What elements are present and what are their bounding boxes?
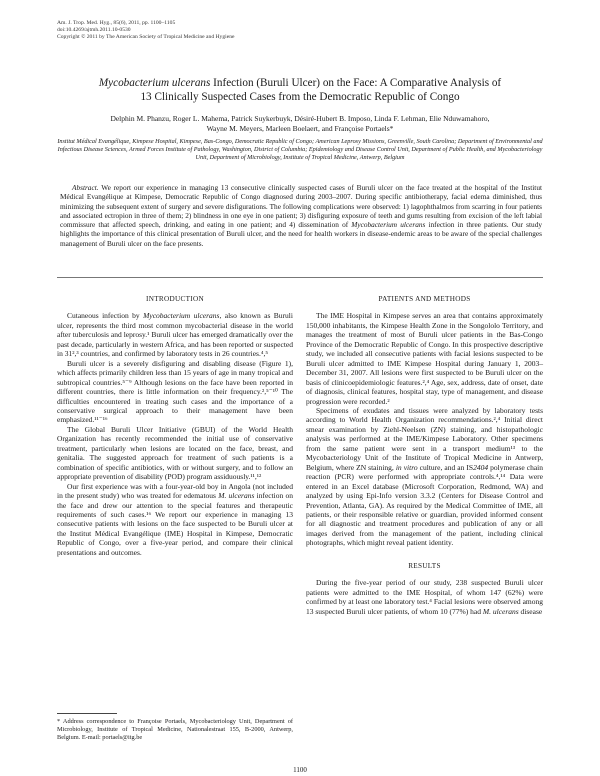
author-list — [40, 114, 560, 134]
results-paragraph-1 — [306, 578, 543, 616]
correspondence-footnote: * Address correspondence to Françoise Portaels, Mycobacteriology Unit, Department of Microbiology, Institute of Tropical Medicine, Nationalestraat 155, B-2000, Antwerp, Belgium. E-mail: portaels@itg.be — [57, 718, 293, 741]
abstract-divider — [57, 277, 543, 278]
intro-p1-text: Cutaneous infection by — [67, 311, 144, 321]
authors-line1: Delphin M. Phanzu, Roger L. Mahema, Patrick Suykerbuyk, Désiré-Hubert B. Imposo, Linda F. Lehman, Elie Nduwamahoro, — [110, 114, 490, 123]
journal-header — [57, 20, 234, 41]
intro-p4-text-end: infection on the face and drew our attention to the special features and therapeutic requirements of such cases.¹⁶ We report our experience in managing 13 consecutive patients with lesions on the face suspected to be Buruli ulcer at the Institut Médical Evangélique (IME) Hospital in Kimpese, Democratic Republic of Congo, over a five-year period, and compare their clinical presentations and outcomes. — [57, 491, 293, 557]
left-column — [57, 292, 293, 557]
footnote-divider — [57, 713, 117, 714]
methods-p2-italic-1: in vitro — [395, 462, 418, 472]
intro-paragraph-4 — [57, 482, 293, 558]
intro-p4-italic: M. ulcerans — [218, 491, 255, 501]
methods-p2-text: Specimens of exudates and tissues were analyzed by laboratory tests according to World Health Organization recommendations.²,⁴ Initial direct smear examination by Ziehl-Neelsen (ZN) staining, and histopathologic analysis was performed at the IME/Kimpese Laboratory. Other specimens from the same patient were sent in a transport medium¹³ to the Mycobacteriology Unit of the Institute of Tropical Medicine in Antwerp, Belgium, where ZN staining, — [306, 405, 543, 472]
intro-paragraph-1 — [57, 311, 293, 358]
right-column — [306, 292, 543, 616]
page-number: 1100 — [293, 766, 307, 774]
methods-p2-italic-2: 2404 — [473, 462, 489, 472]
methods-p2-text-2: culture, and an IS — [417, 462, 474, 472]
authors-line2: Wayne M. Meyers, Marleen Boelaert, and Françoise Portaels* — [206, 124, 394, 133]
abstract-text: We report our experience in managing 13 consecutive clinically suspected cases of Buruli ulcer on the face treated at the hospital of the Institut Médical Evangélique at Kimpese, Democratic Republic of Congo diagnosed during 2003–2007. During specific antibiotherapy, facial edema diminished, thus minimizing the subsequent extent of surgery and severe disfigurations. The following complications were observed: 1) lagophthalmos from scarring in four patients and associated ectropion in three of them; 2) blindness in one eye in one patient; 3) disfiguring exposure of teeth and gums resulting from excision of the left labial commissure that affected speech, drinking, and eating in one patient; and 4) dissemination of — [60, 183, 542, 230]
intro-p1-text-end: , also known as Buruli ulcer, represents the third most common mycobacterial disease in the world after tuberculosis and leprosy.¹ Buruli ulcer has emerged dramatically over the past decade, particularly in western Africa, and has been reported or suspected in 31²,³ countries, and confirmed by laboratory tests in 26 countries.⁴,⁵ — [57, 311, 293, 359]
intro-paragraph-3: The Global Buruli Ulcer Initiative (GBUI) of the World Health Organization has recently recommended the initial use of conservative treatment, particularly when lesions are located on the face, breast, and genitalia. The suggested approach for treatment of such patients is a combination of specific antibiotics, with or without surgery, and to follow an appropriate prevention of disability (POD) program assiduously.¹¹,¹² — [57, 424, 293, 482]
methods-paragraph-2 — [306, 406, 543, 548]
results-p1-italic: M. ulcerans — [482, 606, 519, 616]
introduction-heading: INTRODUCTION — [146, 295, 204, 303]
results-p1-text-end: disease — [518, 606, 543, 616]
intro-p1-italic: Mycobacterium ulcerans — [143, 311, 220, 321]
title-italic: Mycobacterium ulcerans — [98, 77, 211, 89]
abstract-text-end: infection in three patients. Our study highlights the importance of this clinical presentation of Buruli ulcer, and the need for health workers in disease-endemic areas to be aware of the special challenges management of Buruli ulcer on the face presents. — [60, 220, 542, 248]
affiliations: Institut Médical Evangélique, Kimpese Hospital, Kimpese, Bas-Congo, Democratic Republic of Congo; American Leprosy Missions, Greenville, South Carolina; Department of Environmental and Infectious Disease Sciences, Armed Forces Institute of Pathology, Washington, District of Columbia; Epidemiology and Disease Control Unit, Department of Public Health, and Mycobacteriology Unit, Department of Microbiology, Institute of Tropical Medicine, Antwerp, Belgium — [57, 138, 543, 161]
abstract-label: Abstract. — [72, 183, 99, 192]
journal-citation: Am. J. Trop. Med. Hyg., 85(6), 2011, pp. 1100–1105 — [57, 20, 176, 26]
results-p1-text: During the five-year period of our study, 238 suspected Buruli ulcer patients were admitted to the IME Hospital, of whom 147 (62%) were confirmed by at least one laboratory test.⁴ Facial lesions were observed among 13 suspected Buruli ulcer patients, of whom 10 (77%) had — [306, 578, 543, 616]
intro-p4-text: Our first experience was with a four-year-old boy in Angola (not included in the present study) who was treated for edematous — [57, 481, 293, 501]
methods-paragraph-1: The IME Hospital in Kimpese serves an area that contains approximately 150,000 inhabitants, the Kimpese Health Zone in the Songololo Territory, and manages the treatment of most of Buruli ulcer patients in the Bas-Congo Province of the Democratic Republic of Congo. In this prospective descriptive study, we included all consecutive patients with facial lesions suspected to be Buruli ulcer admitted to IME Kimpese Hospital during January 1, 2003–December 31, 2007. All lesions were first suspected to be Buruli ulcer on the basis of clinicoepidemiologic features.²,⁴ Age, sex, address, date of onset, date of diagnosis, clinical features, hospital stay, type of management, and disease progression were recorded.² — [306, 311, 543, 406]
title-line1: Infection (Buruli Ulcer) on the Face: A Comparative Analysis of — [210, 77, 502, 89]
results-heading: RESULTS — [408, 561, 441, 570]
abstract-italic-term: Mycobacterium ulcerans — [351, 220, 426, 230]
intro-paragraph-2: Buruli ulcer is a severely disfiguring and disabling disease (Figure 1), which affects primarily children less than 15 years of age in many tropical and subtropical countries.⁵⁻⁹ Although lesions on the face have been reported in different countries, there is little information on their frequency.²,⁵⁻¹⁰ The difficulties encountered in treating such cases and the importance of a conservative surgical approach to their management have been emphasized.¹¹⁻¹⁶ — [57, 358, 293, 425]
copyright: Copyright © 2011 by The American Society of Tropical Medicine and Hygiene — [57, 34, 235, 40]
methods-heading: PATIENTS AND METHODS — [378, 295, 471, 303]
article-title — [40, 76, 560, 104]
doi: doi:10.4269/ajtmh.2011.10-0530 — [57, 27, 131, 33]
title-line2: 13 Clinically Suspected Cases from the Democratic Republic of Congo — [140, 91, 460, 103]
abstract — [60, 183, 542, 248]
methods-p2-text-3: polymerase chain reaction (PCR) were performed with appropriate controls.⁴,¹⁴ Data were entered in an Excel database (Microsoft Corporation, Redmond, WA) and analyzed by using Epi-Info version 3.3.2 (Centers for Disease Control and Prevention, Atlanta, GA). As required by the Medical Committee of IME, all patients, or their responsible relative or guardian, provided informed consent for all diagnostic and treatment procedures and publication of any or all images derived from the management of the patient, including clinical photographs, which might reveal patient identity. — [306, 462, 543, 548]
